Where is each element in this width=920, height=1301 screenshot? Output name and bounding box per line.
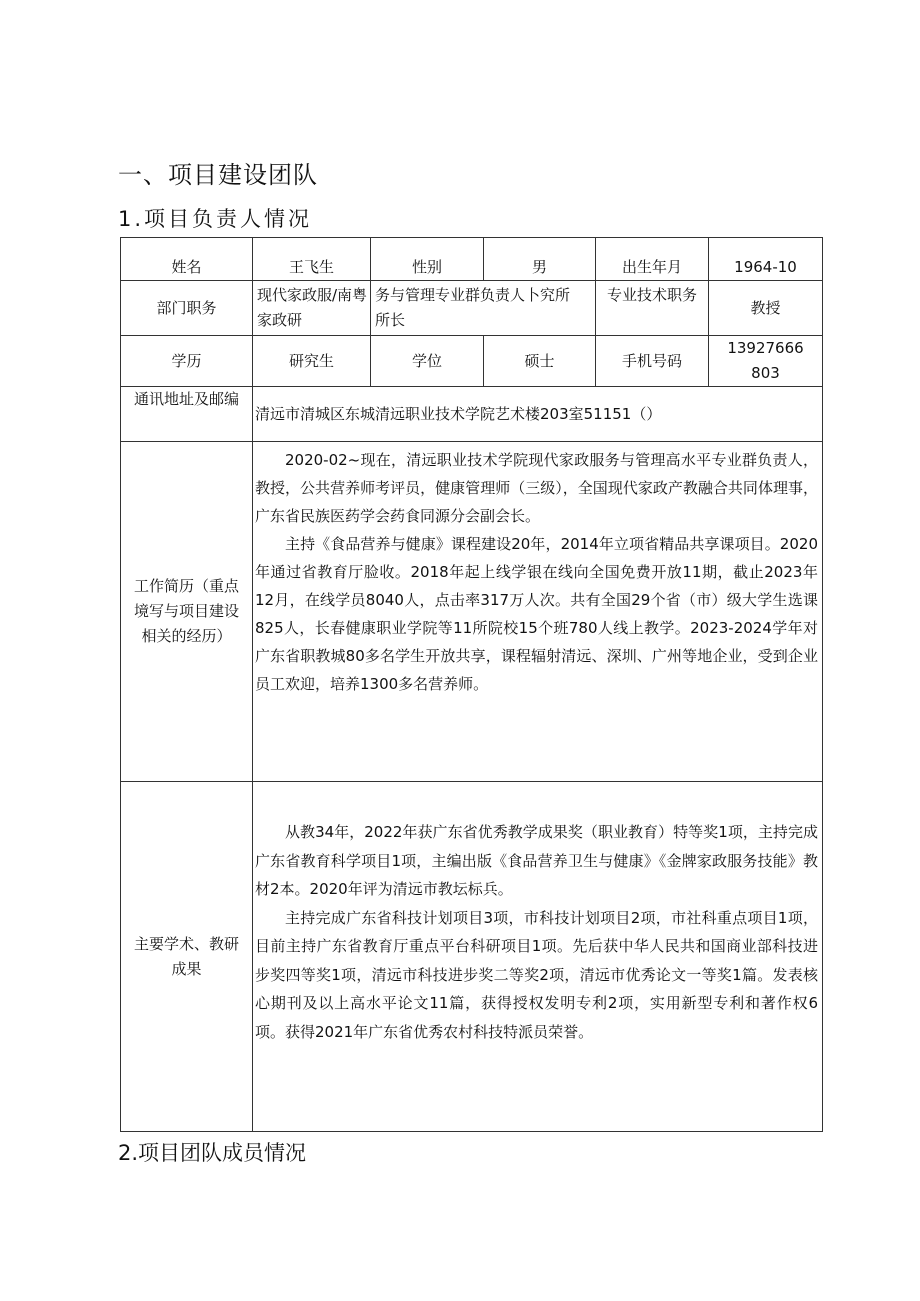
degree-value: 硕士 (484, 336, 596, 387)
dept-label: 部门职务 (121, 281, 253, 336)
section-title: 一、项目建设团队 (118, 161, 318, 189)
gender-label: 性别 (371, 238, 484, 281)
title-value: 教授 (709, 281, 823, 336)
birth-label: 出生年月 (596, 238, 709, 281)
table-row (121, 336, 823, 387)
phone-label: 手机号码 (596, 336, 709, 387)
dept-value-part1: 现代家政服/南粤家政研 (253, 281, 371, 336)
work-content (253, 442, 823, 782)
address-value: 清远市清城区东城清远职业技术学院艺术楼203室51151（） (253, 387, 823, 442)
table-row (121, 442, 823, 782)
dept-value-part2: 务与管理专业群负责人卜究所所长 (371, 281, 596, 336)
achieve-paragraph: 主持完成广东省科技计划项目3项，市科技计划项目2项，市社科重点项目1项，目前主持广东省教育厅重点平台科研项目1项。先后获中华人民共和国商业部科技进步奖四等奖1项，清远市科技进步奖二等奖2项，清远市优秀论文一等奖1篇。发表核心期刊及以上高水平论文11篇，获得授权发明专利2项，实用新型专利和著作权6项。获得2021年广东省优秀农村科技特派员荣誉。 (255, 908, 818, 1041)
edu-value: 研究生 (253, 336, 371, 387)
achieve-content (253, 782, 823, 1132)
degree-label: 学位 (371, 336, 484, 387)
name-value: 王飞生 (253, 238, 371, 281)
phone-value: 13927666803 (709, 336, 823, 387)
name-label: 姓名 (121, 238, 253, 281)
title-label: 专业技术职务 (596, 281, 709, 336)
edu-label: 学历 (121, 336, 253, 387)
table-row (121, 281, 823, 336)
work-label: 工作简历（重点境写与项目建设相关的经历） (121, 442, 253, 782)
table-row (121, 387, 823, 442)
birth-value: 1964-10 (709, 238, 823, 281)
address-label: 通讯地址及邮编 (121, 387, 253, 442)
work-paragraph: 2020-02~现在，清远职业技术学院现代家政服务与管理高水平专业群负责人，教授，公共营养师考评员，健康管理师（三级），全国现代家政产教融合共同体理事，广东省民族医药学会药食同源分会副会长。 (255, 451, 818, 525)
achieve-paragraph: 从教34年，2022年获广东省优秀教学成果奖（职业教育）特等奖1项，主持完成广东省教育科学项目1项，主编出版《食品营养卫生与健康》《金牌家政服务技能》教材2本。2020年评为清远市教坛标兵。 (255, 823, 818, 898)
gender-value: 男 (484, 238, 596, 281)
work-paragraph: 主持《食品营养与健康》课程建设20年，2014年立项省精品共享课项目。2020年通过省教育厅脸收。2018年起上线学银在线向全国免费开放11期，截止2023年12月，在线学员8040人，点击率317万人次。共有全国29个省（市）级大学生选课825人，长春健康职业学院等11所院校15个班780人线上教学。2023-2024学年对广东省职教城80多名学生开放共享，课程辐射清远、深圳、广州等地企业，受到企业员工欢迎，培养1300多名营养师。 (255, 535, 818, 693)
achieve-label: 主要学术、教研成果 (121, 782, 253, 1132)
leader-info-table (120, 237, 823, 1132)
subsection2-title: 2.项目团队成员情况 (118, 1141, 307, 1165)
table-row (121, 238, 823, 281)
subsection-title: 1.项目负责人情况 (118, 207, 313, 231)
table-row (121, 782, 823, 1132)
